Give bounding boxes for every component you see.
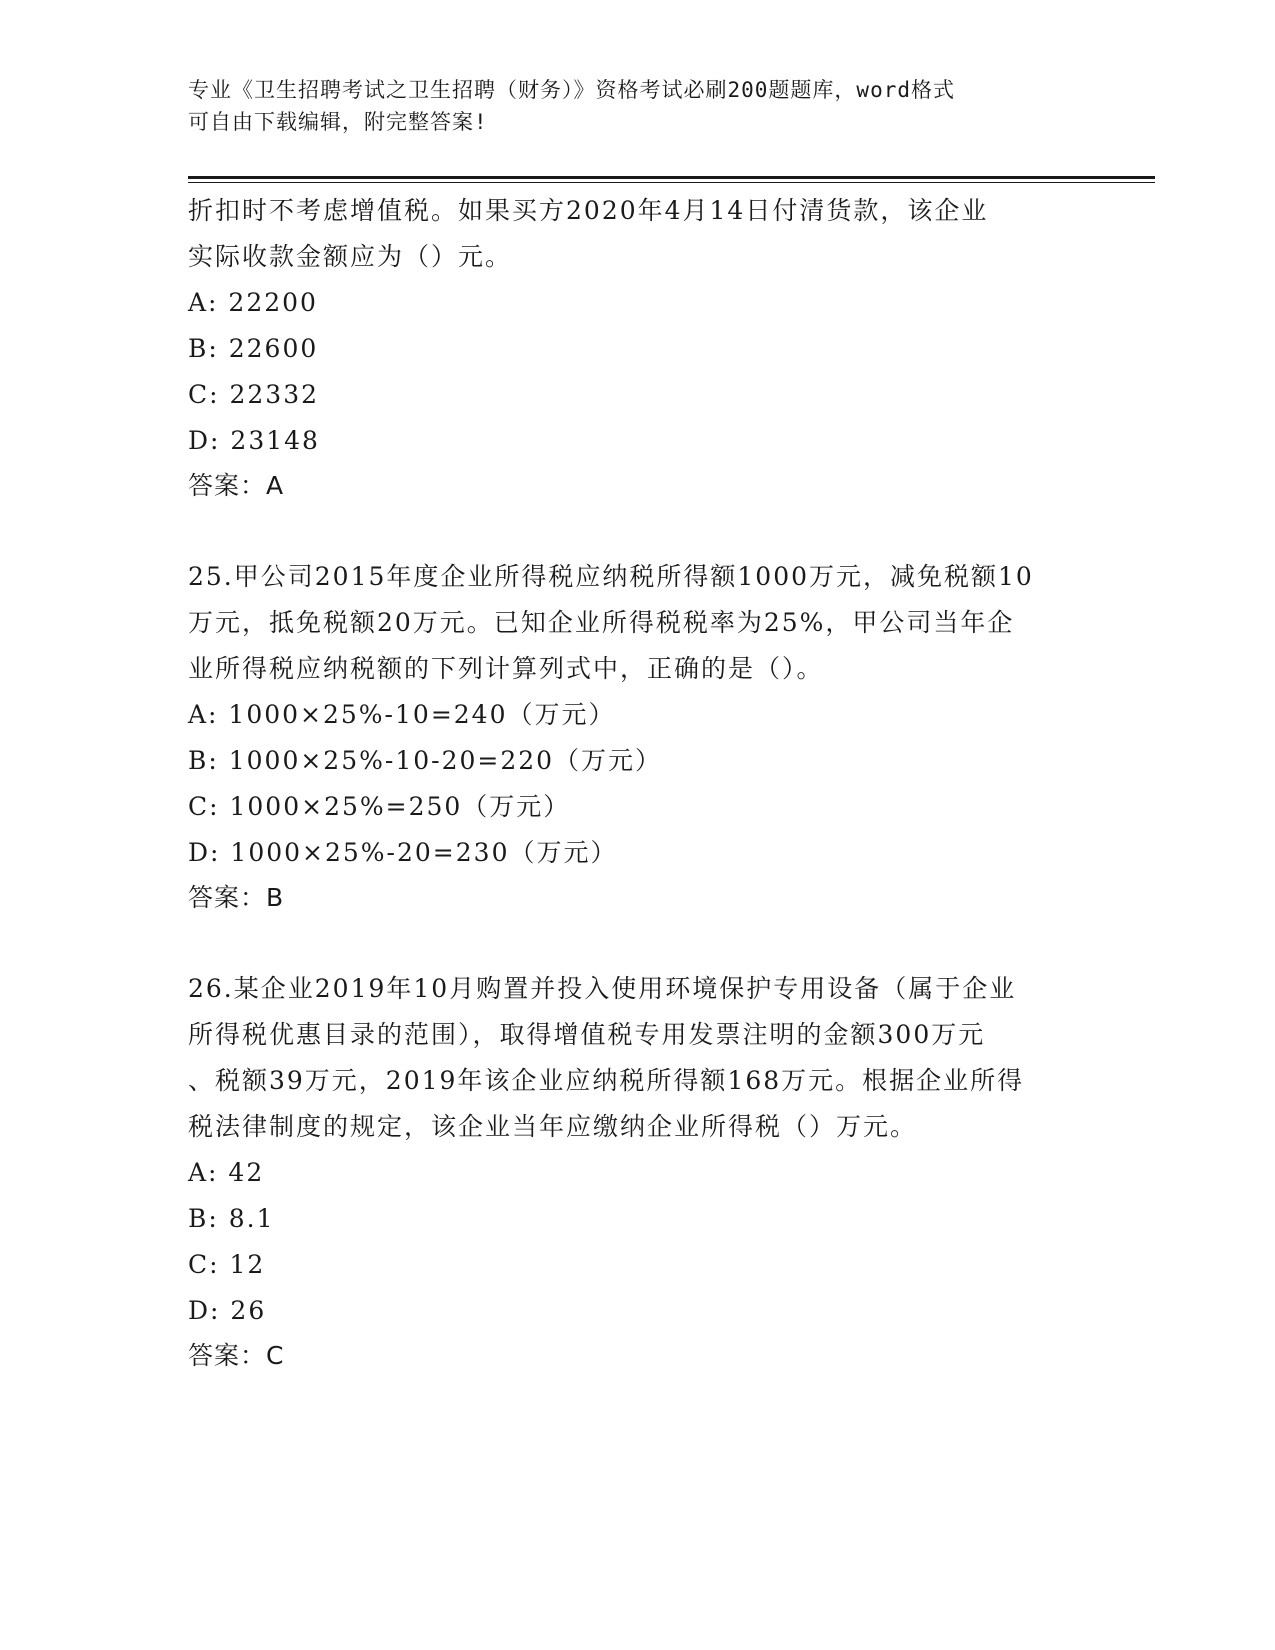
page-header bbox=[188, 74, 1088, 138]
option-a: A: 22200 bbox=[188, 288, 318, 317]
option-b: B: 22600 bbox=[188, 334, 319, 363]
option-d: D: 1000×25%-20=230（万元） bbox=[188, 838, 618, 867]
option-b: B: 1000×25%-10-20=220（万元） bbox=[188, 746, 663, 775]
question-content bbox=[188, 188, 1088, 1378]
block-spacer bbox=[188, 920, 1088, 966]
option-a: A: 42 bbox=[188, 1158, 265, 1187]
header-line-2: 可自由下载编辑，附完整答案! bbox=[188, 110, 488, 134]
option-b: B: 8.1 bbox=[188, 1204, 275, 1233]
header-rule-thick bbox=[188, 176, 1155, 179]
answer-line: 答案：C bbox=[188, 1341, 285, 1370]
option-c: C: 1000×25%=250（万元） bbox=[188, 792, 571, 821]
option-c: C: 22332 bbox=[188, 380, 320, 409]
question-text-line: 业所得税应纳税额的下列计算列式中，正确的是（）。 bbox=[188, 654, 824, 683]
question-block-25 bbox=[188, 554, 1088, 920]
question-text-line: 万元，抵免税额20万元。已知企业所得税税率为25%，甲公司当年企 bbox=[188, 608, 1015, 637]
question-block-26 bbox=[188, 966, 1088, 1378]
option-a: A: 1000×25%-10=240（万元） bbox=[188, 700, 616, 729]
answer-line: 答案：B bbox=[188, 883, 285, 912]
question-text-line: 实际收款金额应为（）元。 bbox=[188, 242, 513, 271]
option-d: D: 26 bbox=[188, 1296, 267, 1325]
question-text-line: 折扣时不考虑增值税。如果买方2020年4月14日付清货款，该企业 bbox=[188, 196, 989, 225]
question-text-line: 25.甲公司2015年度企业所得税应纳税所得额1000万元，减免税额10 bbox=[188, 562, 1034, 591]
question-text-line: 税法律制度的规定，该企业当年应缴纳企业所得税（）万元。 bbox=[188, 1112, 918, 1141]
answer-line: 答案：A bbox=[188, 471, 285, 500]
block-spacer bbox=[188, 508, 1088, 554]
header-rule-thin bbox=[188, 182, 1155, 183]
option-c: C: 12 bbox=[188, 1250, 266, 1279]
option-d: D: 23148 bbox=[188, 426, 320, 455]
question-text-line: 所得税优惠目录的范围），取得增值税专用发票注明的金额300万元 bbox=[188, 1020, 986, 1049]
question-text-line: 26.某企业2019年10月购置并投入使用环境保护专用设备（属于企业 bbox=[188, 974, 1017, 1003]
question-block-continued bbox=[188, 188, 1088, 508]
question-text-line: 、税额39万元，2019年该企业应纳税所得额168万元。根据企业所得 bbox=[188, 1066, 1025, 1095]
header-line-1: 专业《卫生招聘考试之卫生招聘（财务）》资格考试必刷200题题库，word格式 bbox=[188, 78, 955, 102]
